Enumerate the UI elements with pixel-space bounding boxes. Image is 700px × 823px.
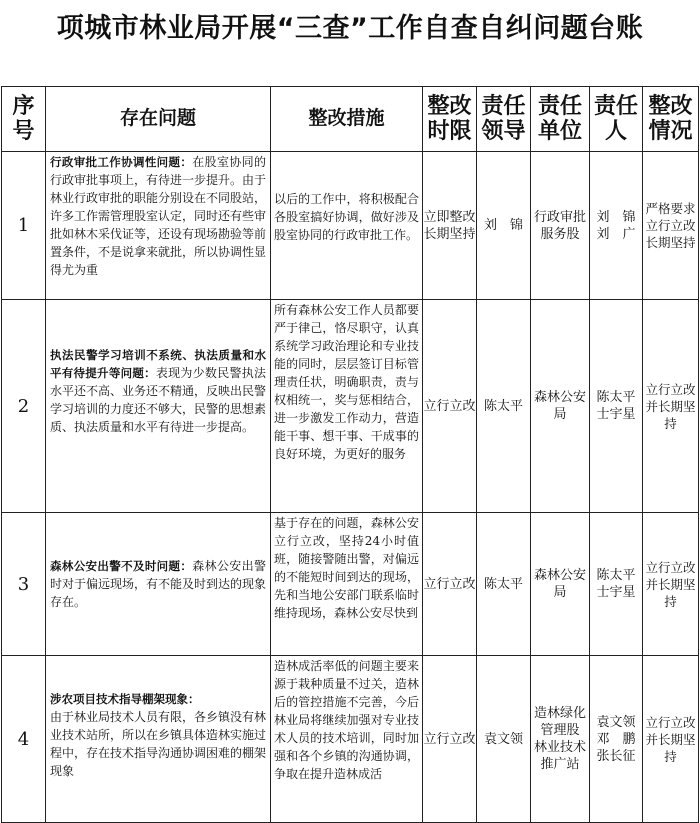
deadline-cell: 立行立改 [423, 300, 477, 513]
header-issue: 存在问题 [46, 87, 271, 152]
status-cell: 严格要求立行立改长期坚持 [643, 152, 699, 300]
status-cell: 立行立改并长期坚持 [643, 300, 699, 513]
page-title: 项城市林业局开展“三查”工作自查自纠问题台账 [56, 13, 644, 44]
issue-title: 执法民警学习培训不系统、执法质量和水平有待提升等问题： [50, 348, 266, 380]
issue-body: 森林公安出警时对于偏远现场，有不能及时到达的现象存在。 [50, 559, 267, 609]
issue-title: 涉农项目技术指导棚架现象： [50, 692, 200, 706]
measure-cell [271, 300, 423, 513]
measure-cell [271, 513, 423, 656]
issue-cell [46, 152, 271, 300]
issue-body: 在股室协同的行政审批事项上，有待进一步提升。由于林业行政审批的职能分别设在不同股站，许多工作需管理股室认定，同时还有些审批如林木采伐证等，还设有现场勘验等前置条件，不是说拿来就批，所以协调性显得尤为重 [50, 155, 267, 277]
issue-body: 由于林业局技术人员有限，各乡镇没有林业技术站所，所以在乡镇具体造林实施过程中，存在技术指导沟通协调困难的棚架现象 [50, 710, 267, 778]
measure-text: 造林成活率低的问题主要来源于栽种质量不过关，造林后的管控措施不完善，今后林业局将继续加强对专业技术人员的技术培训，同时加强和各个乡镇的沟通协调，争取在提升造林成活 [274, 659, 419, 781]
table-row [2, 300, 699, 513]
issue-cell [46, 656, 271, 823]
measure-cell [271, 152, 423, 300]
measure-cell [271, 656, 423, 823]
status-cell: 立行立改并长期坚持 [643, 513, 699, 656]
table-row [2, 513, 699, 656]
deadline-cell: 立行立改 [423, 513, 477, 656]
unit-cell: 森林公安局 [531, 300, 590, 513]
person-cell: 陈太平 士宇星 [590, 513, 643, 656]
row-number: 3 [2, 513, 46, 656]
leader-cell: 陈太平 [477, 513, 531, 656]
header-row [2, 87, 699, 152]
measure-text: 基于存在的问题，森林公安立行立改，坚持24小时值班，随接警随出警，对偏远的不能短时间到达的现场，先和当地公安部门联系临时维持现场，森林公安尽快到 [274, 516, 419, 620]
unit-cell: 森林公安局 [531, 513, 590, 656]
leader-cell: 刘 锦 [477, 152, 531, 300]
deadline-cell: 立即整改 长期坚持 [423, 152, 477, 300]
issue-cell [46, 300, 271, 513]
header-leader: 责任 领导 [477, 87, 531, 152]
leader-cell: 袁文领 [477, 656, 531, 823]
unit-cell: 造林绿化管理股 林业技术推广站 [531, 656, 590, 823]
leader-cell: 陈太平 [477, 300, 531, 513]
person-cell: 陈太平 士宇星 [590, 300, 643, 513]
issue-title: 行政审批工作协调性问题： [50, 155, 193, 169]
issue-title: 森林公安出警不及时问题： [50, 559, 193, 573]
header-status: 整改 情况 [643, 87, 699, 152]
unit-cell: 行政审批服务股 [531, 152, 590, 300]
table-row [2, 656, 699, 823]
deadline-cell: 立行立改 [423, 656, 477, 823]
person-cell: 刘 锦 刘 广 [590, 152, 643, 300]
table-row [2, 152, 699, 300]
measure-text: 以后的工作中，将积极配合各股室搞好协调，做好涉及股室协同的行政审批工作。 [274, 192, 419, 242]
header-unit: 责任 单位 [531, 87, 590, 152]
header-deadline: 整改 时限 [423, 87, 477, 152]
row-number: 1 [2, 152, 46, 300]
person-cell: 袁文领 邓 鹏 张长征 [590, 656, 643, 823]
status-cell: 立行立改并长期坚持 [643, 656, 699, 823]
row-number: 2 [2, 300, 46, 513]
header-measure: 整改措施 [271, 87, 423, 152]
measure-text: 所有森林公安工作人员都要严于律己，恪尽职守，认真系统学习政治理论和专业技能的同时，层层签订目标管理责任状，明确职责，责与权相统一，奖与惩相结合，进一步激发工作动力，营造能干事、想干事、干成事的良好环境，为更好的服务 [274, 303, 419, 461]
issue-cell [46, 513, 271, 656]
row-number: 4 [2, 656, 46, 823]
issue-body: 表现为少数民警执法水平还不高、业务还不精通，反映出民警学习培训的力度还不够大，民警的思想素质、执法质量和水平有待进一步提高。 [50, 366, 267, 434]
issue-ledger-table [1, 86, 699, 823]
header-no: 序 号 [2, 87, 46, 152]
header-person: 责任 人 [590, 87, 643, 152]
